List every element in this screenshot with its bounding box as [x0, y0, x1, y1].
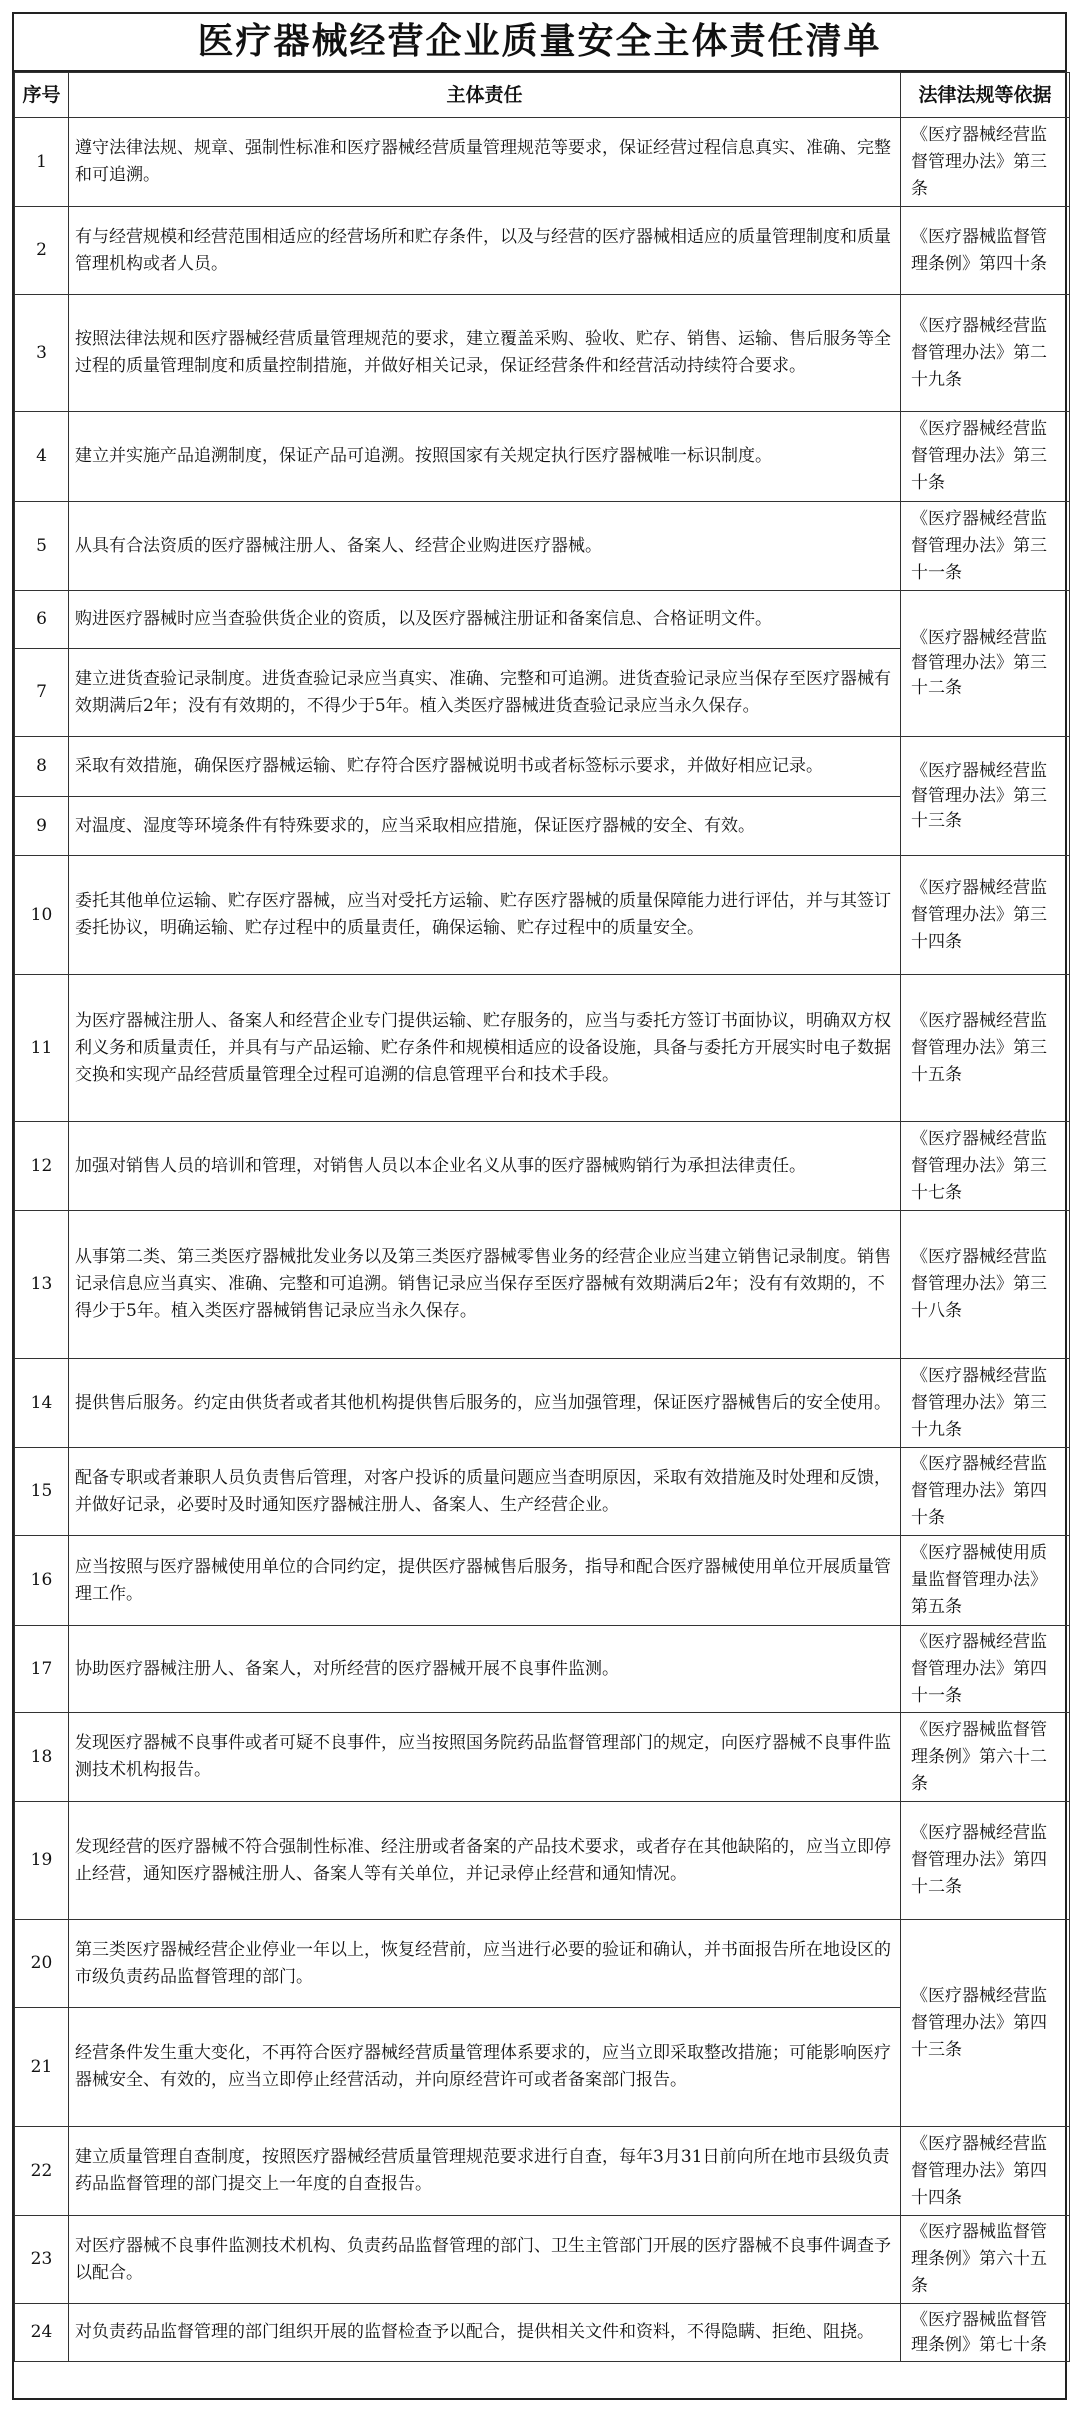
row-number: 13 [15, 1211, 69, 1359]
table-row [15, 1626, 1070, 1713]
row-basis: 《医疗器械监督管理条例》第四十条 [901, 207, 1070, 295]
row-basis: 《医疗器械经营监督管理办法》第三十五条 [901, 975, 1070, 1122]
row-number: 22 [15, 2127, 69, 2216]
row-basis: 《医疗器械经营监督管理办法》第三十三条 [901, 737, 1070, 856]
row-basis: 《医疗器械经营监督管理办法》第二十九条 [901, 295, 1070, 412]
row-basis: 《医疗器械监督管理条例》第七十条 [901, 2304, 1070, 2362]
row-number: 18 [15, 1713, 69, 1802]
row-duty: 加强对销售人员的培训和管理，对销售人员以本企业名义从事的医疗器械购销行为承担法律责任。 [69, 1122, 901, 1211]
row-basis: 《医疗器械经营监督管理办法》第三十九条 [901, 1359, 1070, 1448]
table-row [15, 1359, 1070, 1448]
row-duty: 遵守法律法规、规章、强制性标准和医疗器械经营质量管理规范等要求，保证经营过程信息真实、准确、完整和可追溯。 [69, 118, 901, 207]
table-row [15, 1122, 1070, 1211]
row-number: 21 [15, 2008, 69, 2127]
row-basis: 《医疗器械经营监督管理办法》第三十二条 [901, 591, 1070, 737]
table-row [15, 1536, 1070, 1626]
row-basis: 《医疗器械经营监督管理办法》第三十八条 [901, 1211, 1070, 1359]
row-duty: 对温度、湿度等环境条件有特殊要求的，应当采取相应措施，保证医疗器械的安全、有效。 [69, 797, 901, 856]
header-duty: 主体责任 [69, 73, 901, 118]
row-duty: 应当按照与医疗器械使用单位的合同约定，提供医疗器械售后服务，指导和配合医疗器械使用单位开展质量管理工作。 [69, 1536, 901, 1626]
table-row [15, 2304, 1070, 2362]
row-duty: 对负责药品监督管理的部门组织开展的监督检查予以配合，提供相关文件和资料，不得隐瞒、拒绝、阻挠。 [69, 2304, 901, 2362]
document [12, 12, 1067, 2400]
table-header-row [15, 73, 1070, 118]
row-number: 20 [15, 1920, 69, 2008]
responsibility-table [14, 72, 1070, 2362]
row-number: 9 [15, 797, 69, 856]
header-num: 序号 [15, 73, 69, 118]
row-basis: 《医疗器械经营监督管理办法》第四十四条 [901, 2127, 1070, 2216]
row-basis: 《医疗器械经营监督管理办法》第三十七条 [901, 1122, 1070, 1211]
row-basis: 《医疗器械经营监督管理办法》第四十三条 [901, 1920, 1070, 2127]
row-duty: 购进医疗器械时应当查验供货企业的资质，以及医疗器械注册证和备案信息、合格证明文件。 [69, 591, 901, 649]
row-number: 5 [15, 502, 69, 591]
row-duty: 为医疗器械注册人、备案人和经营企业专门提供运输、贮存服务的，应当与委托方签订书面协议，明确双方权利义务和质量责任，并具有与产品运输、贮存条件和规模相适应的设备设施，具备与委托方开展实时电子数据交换和实现产品经营质量管理全过程可追溯的信息管理平台和技术手段。 [69, 975, 901, 1122]
row-number: 12 [15, 1122, 69, 1211]
row-duty: 发现医疗器械不良事件或者可疑不良事件，应当按照国务院药品监督管理部门的规定，向医疗器械不良事件监测技术机构报告。 [69, 1713, 901, 1802]
table-row [15, 975, 1070, 1122]
row-basis: 《医疗器械经营监督管理办法》第三十条 [901, 412, 1070, 502]
row-basis: 《医疗器械经营监督管理办法》第四十条 [901, 1448, 1070, 1536]
row-number: 2 [15, 207, 69, 295]
table-row [15, 2216, 1070, 2304]
row-number: 6 [15, 591, 69, 649]
row-basis: 《医疗器械监督管理条例》第六十二条 [901, 1713, 1070, 1802]
row-duty: 对医疗器械不良事件监测技术机构、负责药品监督管理的部门、卫生主管部门开展的医疗器械不良事件调查予以配合。 [69, 2216, 901, 2304]
row-duty: 从具有合法资质的医疗器械注册人、备案人、经营企业购进医疗器械。 [69, 502, 901, 591]
row-number: 19 [15, 1802, 69, 1920]
row-duty: 经营条件发生重大变化，不再符合医疗器械经营质量管理体系要求的，应当立即采取整改措施；可能影响医疗器械安全、有效的，应当立即停止经营活动，并向原经营许可或者备案部门报告。 [69, 2008, 901, 2127]
row-number: 7 [15, 649, 69, 737]
row-duty: 从事第二类、第三类医疗器械批发业务以及第三类医疗器械零售业务的经营企业应当建立销售记录制度。销售记录信息应当真实、准确、完整和可追溯。销售记录应当保存至医疗器械有效期满后2年；没有有效期的，不得少于5年。植入类医疗器械销售记录应当永久保存。 [69, 1211, 901, 1359]
row-number: 14 [15, 1359, 69, 1448]
table-row [15, 412, 1070, 502]
row-duty: 配备专职或者兼职人员负责售后管理，对客户投诉的质量问题应当查明原因，采取有效措施及时处理和反馈，并做好记录，必要时及时通知医疗器械注册人、备案人、生产经营企业。 [69, 1448, 901, 1536]
table-row [15, 1920, 1070, 2008]
row-number: 3 [15, 295, 69, 412]
table-row [15, 737, 1070, 797]
row-number: 24 [15, 2304, 69, 2362]
table-row [15, 1713, 1070, 1802]
row-number: 1 [15, 118, 69, 207]
table-row [15, 502, 1070, 591]
header-basis: 法律法规等依据 [901, 73, 1070, 118]
row-basis: 《医疗器械经营监督管理办法》第四十一条 [901, 1626, 1070, 1713]
row-duty: 建立并实施产品追溯制度，保证产品可追溯。按照国家有关规定执行医疗器械唯一标识制度。 [69, 412, 901, 502]
row-duty: 有与经营规模和经营范围相适应的经营场所和贮存条件，以及与经营的医疗器械相适应的质量管理制度和质量管理机构或者人员。 [69, 207, 901, 295]
row-basis: 《医疗器械经营监督管理办法》第四十二条 [901, 1802, 1070, 1920]
row-duty: 第三类医疗器械经营企业停业一年以上，恢复经营前，应当进行必要的验证和确认，并书面报告所在地设区的市级负责药品监督管理的部门。 [69, 1920, 901, 2008]
table-row [15, 118, 1070, 207]
row-number: 4 [15, 412, 69, 502]
page-title: 医疗器械经营企业质量安全主体责任清单 [14, 14, 1065, 72]
row-duty: 协助医疗器械注册人、备案人，对所经营的医疗器械开展不良事件监测。 [69, 1626, 901, 1713]
row-duty: 建立进货查验记录制度。进货查验记录应当真实、准确、完整和可追溯。进货查验记录应当保存至医疗器械有效期满后2年；没有有效期的，不得少于5年。植入类医疗器械进货查验记录应当永久保存。 [69, 649, 901, 737]
row-duty: 委托其他单位运输、贮存医疗器械，应当对受托方运输、贮存医疗器械的质量保障能力进行评估，并与其签订委托协议，明确运输、贮存过程中的质量责任，确保运输、贮存过程中的质量安全。 [69, 856, 901, 975]
row-basis: 《医疗器械经营监督管理办法》第三十一条 [901, 502, 1070, 591]
table-row [15, 1448, 1070, 1536]
row-duty: 建立质量管理自查制度，按照医疗器械经营质量管理规范要求进行自查，每年3月31日前向所在地市县级负责药品监督管理的部门提交上一年度的自查报告。 [69, 2127, 901, 2216]
table-row [15, 856, 1070, 975]
table-row [15, 207, 1070, 295]
row-basis: 《医疗器械使用质量监督管理办法》第五条 [901, 1536, 1070, 1626]
table-row [15, 1211, 1070, 1359]
row-duty: 采取有效措施，确保医疗器械运输、贮存符合医疗器械说明书或者标签标示要求，并做好相应记录。 [69, 737, 901, 797]
table-row [15, 295, 1070, 412]
row-basis: 《医疗器械经营监督管理办法》第三十四条 [901, 856, 1070, 975]
row-number: 23 [15, 2216, 69, 2304]
row-number: 10 [15, 856, 69, 975]
row-number: 17 [15, 1626, 69, 1713]
row-basis: 《医疗器械监督管理条例》第六十五条 [901, 2216, 1070, 2304]
row-number: 16 [15, 1536, 69, 1626]
row-number: 11 [15, 975, 69, 1122]
row-number: 15 [15, 1448, 69, 1536]
row-duty: 按照法律法规和医疗器械经营质量管理规范的要求，建立覆盖采购、验收、贮存、销售、运输、售后服务等全过程的质量管理制度和质量控制措施，并做好相关记录，保证经营条件和经营活动持续符合要求。 [69, 295, 901, 412]
table-row [15, 2127, 1070, 2216]
table-row [15, 1802, 1070, 1920]
table-row [15, 591, 1070, 649]
row-basis: 《医疗器械经营监督管理办法》第三条 [901, 118, 1070, 207]
row-duty: 提供售后服务。约定由供货者或者其他机构提供售后服务的，应当加强管理，保证医疗器械售后的安全使用。 [69, 1359, 901, 1448]
row-number: 8 [15, 737, 69, 797]
row-duty: 发现经营的医疗器械不符合强制性标准、经注册或者备案的产品技术要求，或者存在其他缺陷的，应当立即停止经营，通知医疗器械注册人、备案人等有关单位，并记录停止经营和通知情况。 [69, 1802, 901, 1920]
